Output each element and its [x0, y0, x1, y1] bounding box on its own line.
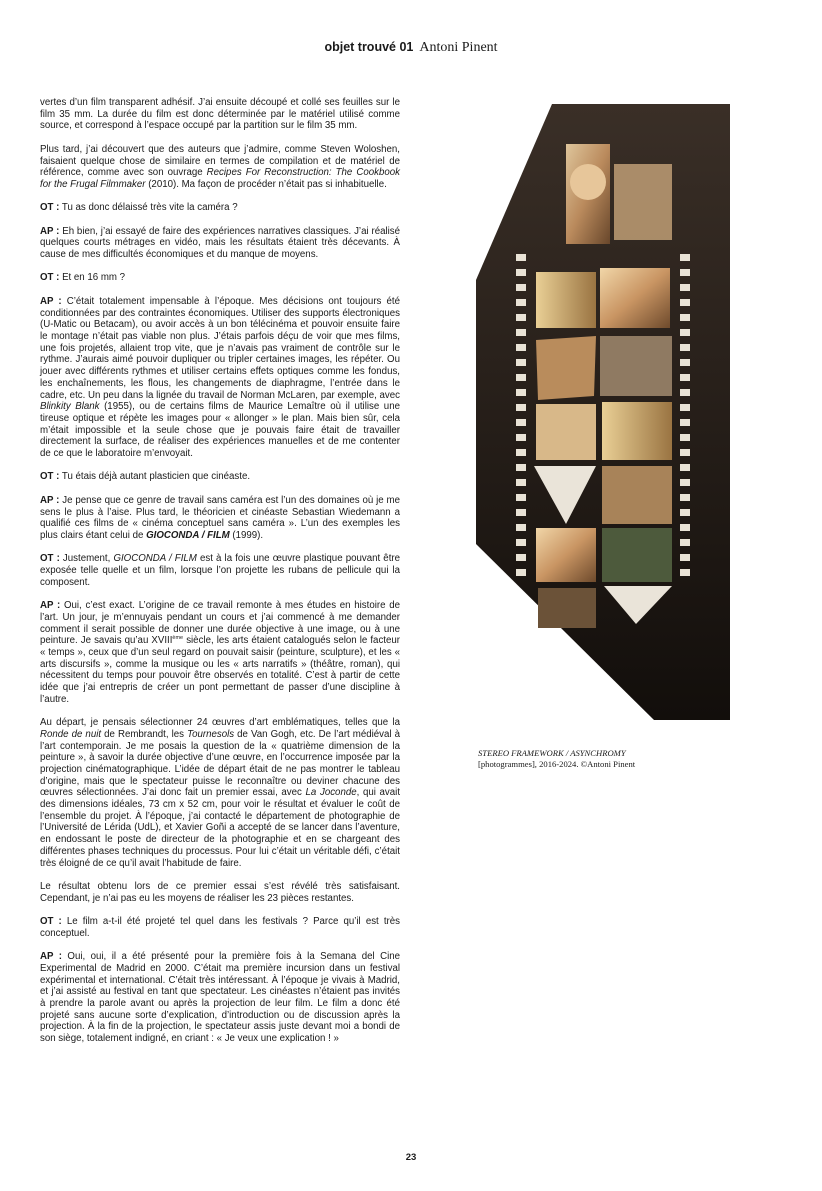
speaker-label: AP : [40, 951, 62, 963]
answer: AP : C’était totalement impensable à l’époque. Mes décisions ont toujours été conditionnées par des contraintes économiques. Utiliser des supports électroniques (U-Matic ou Betacam), ou avoir accès à un bon télécinéma et pouvoir ensuite faire le montage n’était pas viable non plus. J’étais parfois déçu de voir que mes films, une fois projetés, allaient trop vite, que je n’avais pas vraiment de contrôle sur le rythme. J’aurais aimé pouvoir dupliquer ou tripler certaines images, les répéter. Ou jouer avec différents rythmes et utiliser certains effets optiques comme les fondus, les enchaînements, les flous, les changements de diaphragme, l’entrée dans le cadre, etc. Un peu dans la lignée du travail de Norman McLaren, par exemple, avec Blinkity Blank (1955), ou de certains films de Maurice Lemaître où il utilise une tireuse optique et répète les images pour « allonger » le plan. Mais bien sûr, cela m’était impossible et la seule chose que je pouvais faire était de travailler directement la surface, de réaliser des expériences manuelles et de me contenter de ce que le laboratoire m’envoyait. [40, 295, 400, 460]
page-number: 23 [405, 1152, 417, 1163]
superscript: ème [172, 634, 184, 641]
film-strip-photo [476, 104, 730, 720]
speaker-label: OT : [40, 916, 62, 928]
film-title: GIOCONDA / FILM [146, 529, 230, 541]
paragraph: Le résultat obtenu lors de ce premier essai s’est révélé très satisfaisant. Cependant, je n’ai pas eu les moyens de réaliser les 23 pièces restantes. [40, 880, 400, 904]
paragraph: Plus tard, j’ai découvert que des auteurs que j’admire, comme Steven Woloshen, faisaient quelque chose de similaire en termes de compilation et de matériel de référence, comme avec son ouvrage Recipes For Reconstruction: The Cookbook for the Frugal Filmmaker (2010). Ma façon de procéder n’était pas si inhabituelle. [40, 143, 400, 190]
speaker-label: AP : [40, 600, 61, 612]
caption-credit: [photogrammes], 2016-2024. ©Antoni Pinent [478, 759, 636, 769]
film-title: GIOCONDA / FILM [113, 553, 197, 565]
answer: AP : Oui, c’est exact. L’origine de ce travail remonte à mes études en histoire de l’art. Un jour, je m’ennuyais pendant un cours et j’ai commencé à me demander comment il serait possible de donner une durée objective à une image, ou à une peinture. Je savais qu’au XVIIIème siècle, les arts étaient catalogués selon le facteur « temps », ceux que d’un seul regard on pouvait saisir (peinture, sculpture), et les « arts discursifs », comme la musique ou les « arts narratifs » (théâtre, roman), qui nécessitent du temps pour pouvoir être observés en totalité. C’est à partir de cette idée que j’ai entrepris de créer un pont permettant de passer d’une discipline à l’autre. [40, 600, 401, 705]
caption-title: STEREO FRAMEWORK / ASYNCHROMY [478, 748, 626, 758]
header-series: objet trouvé 01 [324, 40, 414, 54]
running-header [0, 40, 822, 56]
question: OT : Le film a-t-il été projeté tel quel dans les festivals ? Parce qu’il est très conceptuel. [40, 916, 400, 939]
figure-caption [478, 748, 728, 770]
header-author: Antoni Pinent [419, 40, 498, 55]
question: OT : Tu étais déjà autant plasticien que cinéaste. [40, 471, 251, 483]
speaker-label: OT : [40, 202, 60, 214]
speaker-label: OT : [40, 553, 60, 565]
speaker-label: AP : [40, 225, 60, 237]
film-title: Blinkity Blank [40, 401, 100, 413]
answer: AP : Oui, oui, il a été présenté pour la première fois à la Semana del Cine Experimental de Madrid en 2000. C’était ma première incursion dans un festival expérimental et international. C’était très intéressant. À l’époque je vivais à Madrid, et j’ai assisté au festival en tant que spectateur. Les cinéastes n’étaient pas invités à prendre la parole avant ou après la projection de leur film. Le film a donc été projeté sans aucune sorte d’explication, d’introduction ou de discussion après la projection. À la fin de la projection, le spectateur assis juste devant moi a bondi de son siège, totalement indigné, en criant : « Je veux une explication ! » [40, 951, 401, 1045]
speaker-label: OT : [40, 471, 60, 483]
paragraph: vertes d’un film transparent adhésif. J’ai ensuite découpé et collé ses feuilles sur le film 35 mm. La durée du film est donc déterminée par le matériel utilisé comme source, et correspond à l’espace occupé par la partition sur le film 35 mm. [40, 97, 400, 132]
article-column [40, 97, 400, 1056]
question: OT : Et en 16 mm ? [40, 272, 126, 284]
paragraph: Au départ, je pensais sélectionner 24 œuvres d’art emblématiques, telles que la Ronde de nuit de Rembrandt, les Tournesols de Van Gogh, etc. De l’art médiéval à l’art contemporain. Je me posais la question de la « quatrième dimension de la peinture », à savoir la durée objective d’une œuvre, en l’occurrence imposée par la projection cinématographique. L’idée de départ était de ne pas montrer le tableau d’origine, mais que le spectateur puisse le reconnaître ou deviner chacune des œuvres sélectionnées. J’ai donc fait un premier essai, avec La Joconde, qui avait des dimensions idéales, 73 cm x 52 cm, pour voir le résultat et évaluer le coût de l’ensemble du projet. À l’époque, j’ai contacté le département de photographie de l’Université de Lérida (UdL), et Xavier Goñi a accepté de se lancer dans l’aventure, en endossant le poste de directeur de la photographie et en se chargeant des différentes phases techniques du processus. Pour lui c’était un véritable défi, c’était très éloigné de ce qu’il avait l’habitude de faire. [40, 717, 401, 869]
speaker-label: AP : [40, 494, 60, 506]
book-title: Recipes For Reconstruction: The Cookbook for the Frugal Filmmaker [40, 167, 400, 190]
answer: AP : Eh bien, j’ai essayé de faire des expériences narratives classiques. J’ai réalisé quelques courts métrages en vidéo, mais les résultats étaient très décevants. À cause de mes difficultés économiques et du manque de moyens. [40, 225, 401, 261]
question: OT : Tu as donc délaissé très vite la caméra ? [40, 202, 238, 214]
question: OT : Justement, GIOCONDA / FILM est à la fois une œuvre plastique pouvant être exposée telle quelle et un film, lorsque l’on projette les rubans de pellicule qui la composent. [40, 553, 401, 588]
artwork-title: Ronde de nuit [40, 728, 102, 740]
artwork-title: La Joconde [305, 787, 357, 799]
artwork-title: Tournesols [187, 728, 235, 740]
answer: AP : Je pense que ce genre de travail sans caméra est l’un des domaines où je me sens le plus à l’aise. Plus tard, le théoricien et cinéaste Sebastian Wiedemann a qualifié ces films de « cinéma conceptuel sans caméra ». L’un des exemples les plus clairs étant celui de GIOCONDA / FILM (1999). [40, 494, 400, 541]
speaker-label: OT : [40, 272, 60, 284]
speaker-label: AP : [40, 295, 62, 307]
